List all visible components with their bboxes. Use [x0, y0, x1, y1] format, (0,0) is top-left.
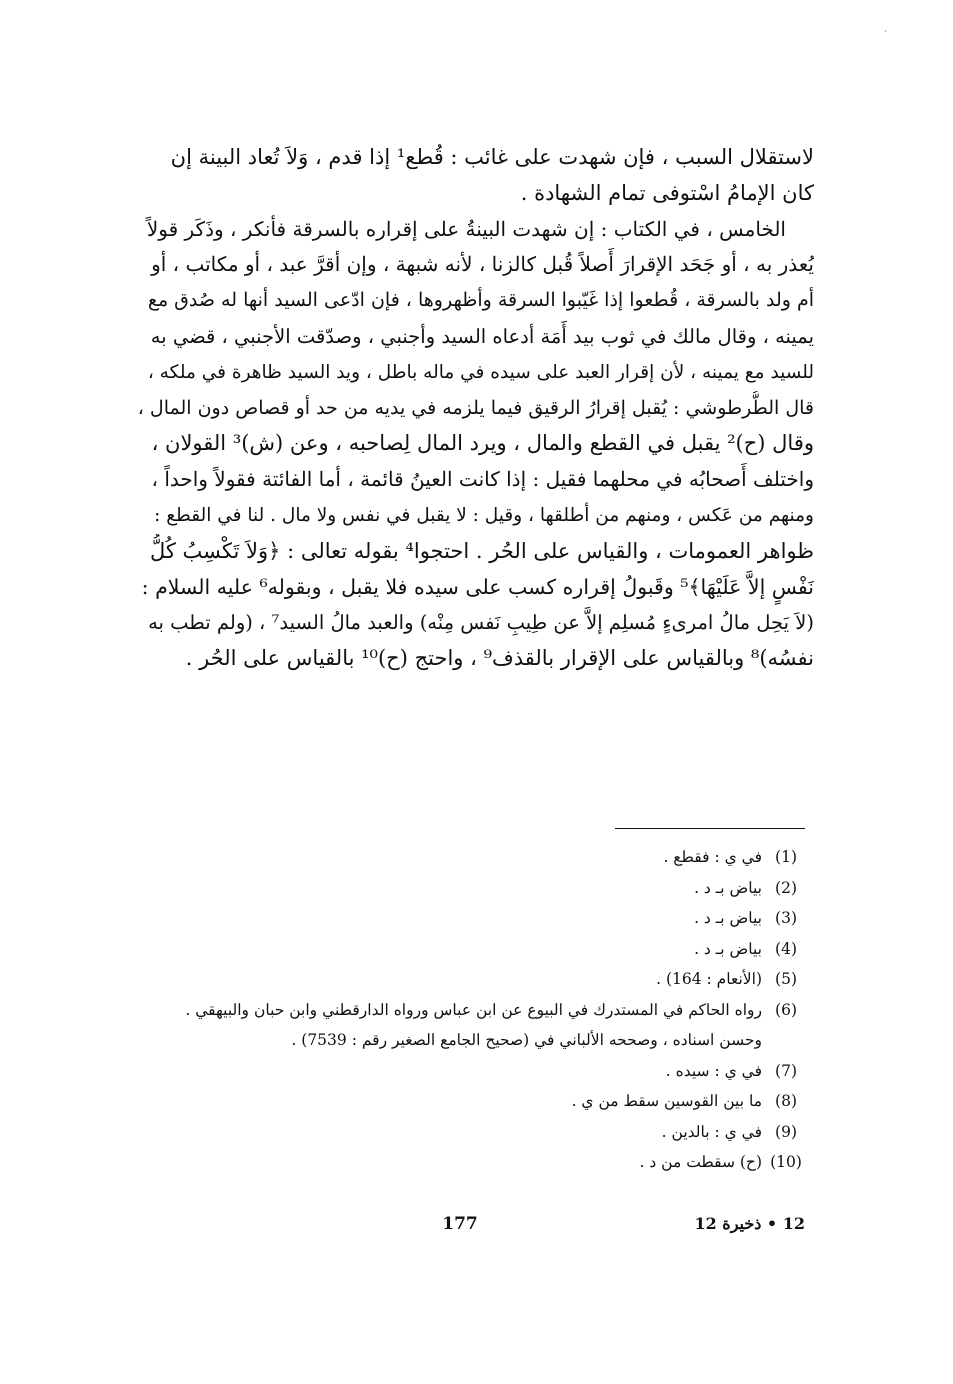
footnote-item: [130, 1117, 810, 1148]
footnote-item: [130, 1147, 810, 1178]
signature-mark: 12 • ذخيرة 12: [694, 1214, 805, 1233]
footnote-continuation: وحسن اسناده ، وصححه الألباني في (صحيح الجامع الصغير رقم : 7539) .: [291, 1031, 762, 1049]
footnote-item: [130, 842, 810, 873]
footnote-text: رواه الحاكم في المستدرك في البيوع عن ابن عباس ورواه الدارقطني وابن حبان والبيهقي .: [185, 1000, 762, 1019]
footnote-text: ما بين القوسين سقط من ي .: [571, 1092, 762, 1110]
text-line: ظواهر العمومات ، والقياس على الحُر . احتجوا⁴ بقوله تعالى : ﴿وَلاَ تَكْسِبُ كُلُّ: [149, 538, 814, 563]
text-line: لاستقلال السبب ، فإن شهدت على غائب : قُطع¹ إذا قدم ، وَلاَ تُعاد البينة إن: [170, 145, 814, 169]
footnote-number: (1): [775, 848, 797, 866]
footnote-number: (7): [775, 1061, 797, 1080]
text-line: يُعذر به ، أو جَحَد الإقرارَ أَصلاً قُبل كالزنا ، لأنه شبهة ، وإن أقرَّ عبد ، أو مكاتب ، أو: [151, 252, 814, 277]
footnote-divider: [615, 828, 805, 829]
footnote-number: (5): [775, 970, 797, 988]
footnotes: [130, 842, 810, 1178]
footnote-text: في ي : بالدين .: [661, 1122, 762, 1141]
footnote-number: (6): [775, 1000, 797, 1019]
footnote-text: بياض بـ د .: [694, 939, 762, 958]
footnote-text: (ح) سقطت من د .: [639, 1153, 762, 1171]
text-line: وقال (ح)² يقبل في القطع والمال ، ويرد المال لِصاحبه ، وعن (ش)³ القولان ،: [151, 431, 814, 456]
text-line: للسيد مع يمينه ، لأن إقرار العبد على سيده في ماله باطل ، ويد السيد ظاهرة في ملكه ،: [147, 361, 814, 383]
footnote-text: بياض بـ د .: [694, 878, 762, 897]
footnote-item: [130, 903, 810, 934]
text-line: يمينه ، وقال مالك في ثوب بيد أَمَة أدعاه السيد وأجنبي ، وصدّقت الأجنبي ، قضي به: [150, 324, 814, 348]
footnote-text: (الأنعام : 164) .: [656, 970, 762, 988]
text-line: واختلف أَصحابُه في محلهما فقيل : إذا كانت العينُ قائمة ، أما الفائتة فقولاً واحداً ،: [151, 467, 814, 492]
footnote-number: (4): [775, 939, 797, 958]
text-line: ومنهم من عَكس ، ومنهم من أطلقها ، وقيل : لا يقبل في نفس ولا مال . لنا في القطع :: [154, 504, 814, 526]
text-line: (لاَ يَحِل مالُ امرىءٍ مُسلِم إلاَّ عن طِيبِ نَفس مِنْه) والعبد مالُ السيد⁷ ، (ولم تطب به: [148, 611, 814, 635]
footnote-item: [130, 995, 810, 1026]
text-line: نَفْسٍ إلاَّ عَلَيْهَا﴾⁵ وقَبولُ إقراره كسب على سيده فلا يقبل ، وبقوله⁶ عليه السلام :: [141, 574, 814, 599]
footnote-number: (8): [775, 1092, 797, 1110]
footnote-number: (9): [775, 1122, 797, 1141]
footnote-number: (10): [770, 1153, 802, 1171]
text-line: الخامس ، في الكتاب : إن شهدت البينةُ على إقراره بالسرقة فأنكر ، وذَكَر قولاً: [146, 216, 786, 241]
text-line: كان الإمامُ اسْتوفى تمام الشهادة .: [520, 180, 814, 205]
text-line: قال الطُّرطوشي : يُقبل إقرارُ الرقيق فيما يلزمه في يديه من حد أو قصاص دون المال ،: [138, 396, 814, 419]
footnote-number: (3): [775, 909, 797, 927]
text-line: أم ولد بالسرقة ، قُطعوا إذا غَيّبوا السرقة وأظهروها ، فإن ادّعى السيد أنها له صُدق مع: [147, 289, 814, 312]
footnote-text: في ي : فقطع .: [663, 848, 762, 866]
scan-mark: ˏ: [884, 23, 887, 33]
footnote-item: [130, 1056, 810, 1087]
footnote-item: [130, 1086, 810, 1117]
text-line: نفسُه)⁸ وبالقياس على الإقرار بالقذف⁹ ، واحتج (ح)¹⁰ بالقياس على الحُر .: [185, 646, 814, 671]
footnote-number: (2): [775, 878, 797, 897]
page-number: 177: [442, 1214, 478, 1234]
footnote-text: في ي : سيده .: [665, 1061, 762, 1080]
footnote-item: [130, 873, 810, 904]
footnote-item: [130, 934, 810, 965]
footnote-item: [130, 964, 810, 995]
footnote-text: بياض بـ د .: [694, 909, 762, 927]
main-text: [138, 140, 814, 677]
